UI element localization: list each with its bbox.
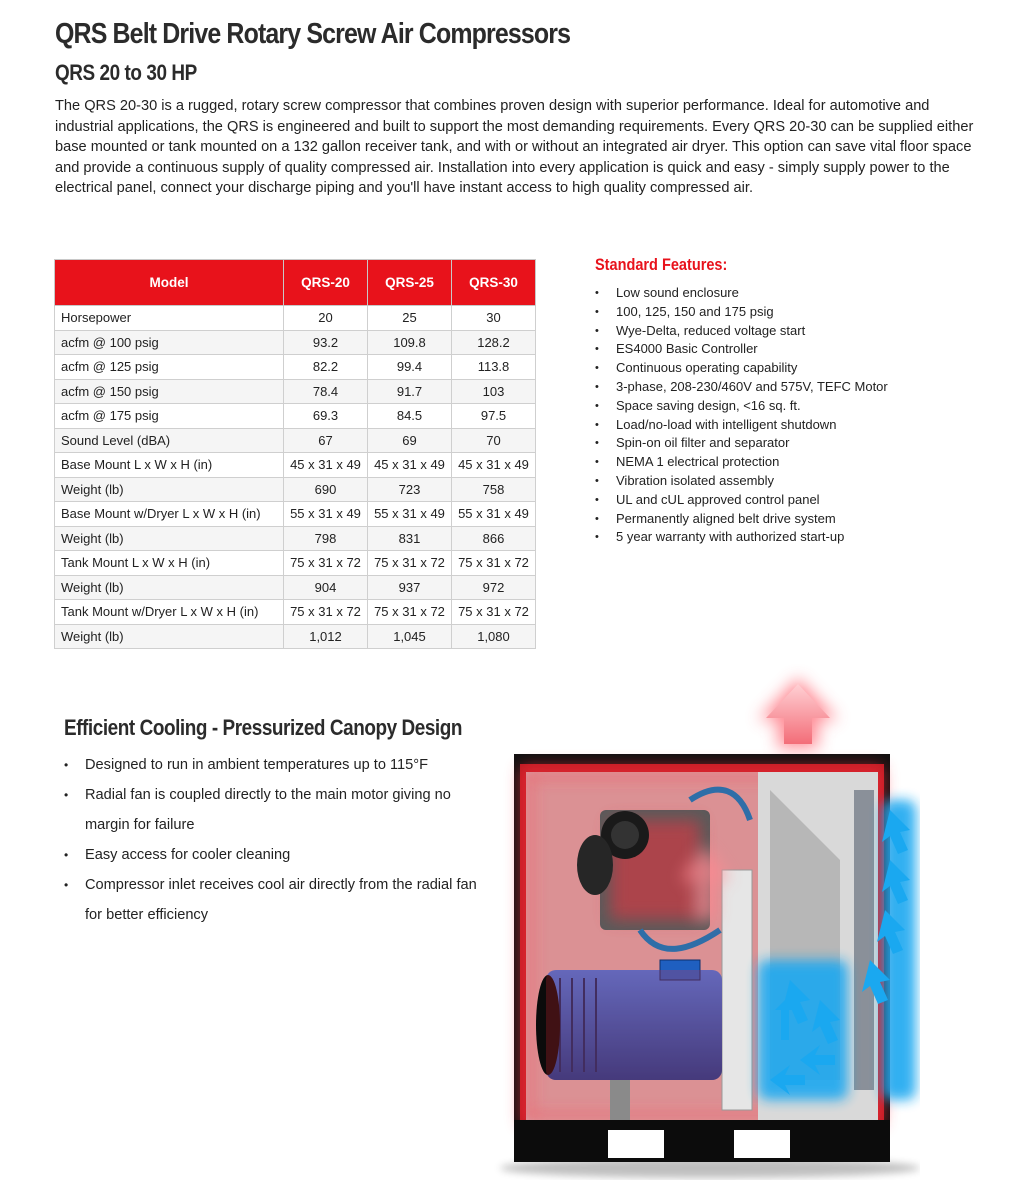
spec-cell-value: 75 x 31 x 72 xyxy=(452,551,536,576)
standard-feature-item: • UL and cUL approved control panel xyxy=(595,491,888,510)
compressor-cutaway-image xyxy=(490,660,920,1180)
spec-cell-value: 1,045 xyxy=(368,624,452,649)
spec-cell-value: 113.8 xyxy=(452,355,536,380)
standard-features-title: Standard Features: xyxy=(595,256,728,274)
spec-header-qrs30: QRS-30 xyxy=(452,260,536,306)
spec-cell-value: 972 xyxy=(452,575,536,600)
spec-table xyxy=(54,259,536,649)
spec-table-row xyxy=(55,600,536,625)
spec-cell-value: 99.4 xyxy=(368,355,452,380)
spec-cell-value: 84.5 xyxy=(368,404,452,429)
spec-table-row xyxy=(55,624,536,649)
spec-cell-value: 831 xyxy=(368,526,452,551)
standard-feature-item: • ES4000 Basic Controller xyxy=(595,340,888,359)
page-title: QRS Belt Drive Rotary Screw Air Compressors xyxy=(55,18,571,50)
cooling-feature-item: • Designed to run in ambient temperatures up to 115°F xyxy=(64,750,484,780)
spec-header-model: Model xyxy=(55,260,284,306)
spec-cell-value: 1,012 xyxy=(284,624,368,649)
standard-feature-item: • Low sound enclosure xyxy=(595,284,888,303)
spec-cell-value: 723 xyxy=(368,477,452,502)
spec-cell-value: 75 x 31 x 72 xyxy=(368,551,452,576)
spec-row-label: acfm @ 150 psig xyxy=(55,379,284,404)
standard-feature-item: • Permanently aligned belt drive system xyxy=(595,510,888,529)
spec-row-label: Weight (lb) xyxy=(55,624,284,649)
spec-cell-value: 20 xyxy=(284,306,368,331)
spec-cell-value: 109.8 xyxy=(368,330,452,355)
spec-cell-value: 937 xyxy=(368,575,452,600)
spec-cell-value: 82.2 xyxy=(284,355,368,380)
spec-table-row xyxy=(55,355,536,380)
spec-table-row xyxy=(55,428,536,453)
standard-feature-item: • Space saving design, <16 sq. ft. xyxy=(595,397,888,416)
spec-row-label: acfm @ 175 psig xyxy=(55,404,284,429)
spec-cell-value: 67 xyxy=(284,428,368,453)
spec-cell-value: 91.7 xyxy=(368,379,452,404)
spec-cell-value: 45 x 31 x 49 xyxy=(452,453,536,478)
spec-cell-value: 69 xyxy=(368,428,452,453)
spec-cell-value: 70 xyxy=(452,428,536,453)
spec-cell-value: 866 xyxy=(452,526,536,551)
spec-table-row xyxy=(55,575,536,600)
spec-row-label: Horsepower xyxy=(55,306,284,331)
spec-header-qrs25: QRS-25 xyxy=(368,260,452,306)
spec-table-row xyxy=(55,551,536,576)
spec-row-label: Weight (lb) xyxy=(55,477,284,502)
standard-feature-item: • NEMA 1 electrical protection xyxy=(595,453,888,472)
spec-cell-value: 103 xyxy=(452,379,536,404)
spec-table-header-row xyxy=(55,260,536,306)
spec-cell-value: 128.2 xyxy=(452,330,536,355)
spec-cell-value: 75 x 31 x 72 xyxy=(284,600,368,625)
spec-cell-value: 55 x 31 x 49 xyxy=(368,502,452,527)
spec-table-row xyxy=(55,526,536,551)
spec-cell-value: 97.5 xyxy=(452,404,536,429)
spec-table-row xyxy=(55,502,536,527)
hot-air-exhaust-arrow-icon xyxy=(758,678,838,748)
standard-feature-item: • Spin-on oil filter and separator xyxy=(595,434,888,453)
spec-row-label: Weight (lb) xyxy=(55,575,284,600)
spec-cell-value: 904 xyxy=(284,575,368,600)
spec-row-label: acfm @ 125 psig xyxy=(55,355,284,380)
cooling-feature-item: • Easy access for cooler cleaning xyxy=(64,840,484,870)
spec-row-label: Tank Mount w/Dryer L x W x H (in) xyxy=(55,600,284,625)
spec-table-row xyxy=(55,379,536,404)
standard-feature-item: • 100, 125, 150 and 175 psig xyxy=(595,303,888,322)
spec-cell-value: 93.2 xyxy=(284,330,368,355)
spec-row-label: Base Mount L x W x H (in) xyxy=(55,453,284,478)
standard-features-list xyxy=(595,284,888,547)
page-subtitle: QRS 20 to 30 HP xyxy=(55,60,197,85)
spec-cell-value: 75 x 31 x 72 xyxy=(284,551,368,576)
spec-cell-value: 55 x 31 x 49 xyxy=(452,502,536,527)
spec-table-row xyxy=(55,477,536,502)
spec-header-qrs20: QRS-20 xyxy=(284,260,368,306)
standard-feature-item: • Continuous operating capability xyxy=(595,359,888,378)
standard-feature-item: • Wye-Delta, reduced voltage start xyxy=(595,322,888,341)
spec-cell-value: 25 xyxy=(368,306,452,331)
standard-feature-item: • Vibration isolated assembly xyxy=(595,472,888,491)
spec-cell-value: 55 x 31 x 49 xyxy=(284,502,368,527)
cooling-feature-item: • Radial fan is coupled directly to the main motor giving no margin for failure xyxy=(64,780,484,840)
spec-row-label: Weight (lb) xyxy=(55,526,284,551)
spec-table-row xyxy=(55,404,536,429)
spec-table-row xyxy=(55,306,536,331)
spec-cell-value: 758 xyxy=(452,477,536,502)
spec-row-label: Base Mount w/Dryer L x W x H (in) xyxy=(55,502,284,527)
spec-cell-value: 78.4 xyxy=(284,379,368,404)
spec-table-row xyxy=(55,330,536,355)
spec-table-body xyxy=(55,306,536,649)
standard-feature-item: • Load/no-load with intelligent shutdown xyxy=(595,416,888,435)
spec-cell-value: 798 xyxy=(284,526,368,551)
spec-cell-value: 690 xyxy=(284,477,368,502)
spec-row-label: Sound Level (dBA) xyxy=(55,428,284,453)
spec-cell-value: 1,080 xyxy=(452,624,536,649)
standard-feature-item: • 3-phase, 208-230/460V and 575V, TEFC Motor xyxy=(595,378,888,397)
spec-cell-value: 45 x 31 x 49 xyxy=(284,453,368,478)
spec-cell-value: 45 x 31 x 49 xyxy=(368,453,452,478)
spec-table-row xyxy=(55,453,536,478)
spec-row-label: Tank Mount L x W x H (in) xyxy=(55,551,284,576)
cooling-features-list xyxy=(64,750,484,930)
spec-cell-value: 69.3 xyxy=(284,404,368,429)
standard-feature-item: • 5 year warranty with authorized start-up xyxy=(595,528,888,547)
spec-cell-value: 30 xyxy=(452,306,536,331)
spec-cell-value: 75 x 31 x 72 xyxy=(452,600,536,625)
intro-paragraph: The QRS 20-30 is a rugged, rotary screw compressor that combines proven design with superior performance. Ideal for automotive and industrial applications, the QRS is engineered and built to support the most demanding requirements. Every QRS 20-30 can be supplied either base mounted or tank mounted on a 132 gallon receiver tank, and with or without an integrated air dryer. This option can save vital floor space and provide a continuous supply of quality compressed air. Installation into every application is quick and easy - simply supply power to the electrical panel, connect your discharge piping and you'll have instant access to high quality compressed air. xyxy=(55,98,974,196)
spec-cell-value: 75 x 31 x 72 xyxy=(368,600,452,625)
cooling-feature-item: • Compressor inlet receives cool air directly from the radial fan for better efficiency xyxy=(64,870,484,930)
spec-row-label: acfm @ 100 psig xyxy=(55,330,284,355)
cooling-title: Efficient Cooling - Pressurized Canopy Design xyxy=(64,715,463,740)
